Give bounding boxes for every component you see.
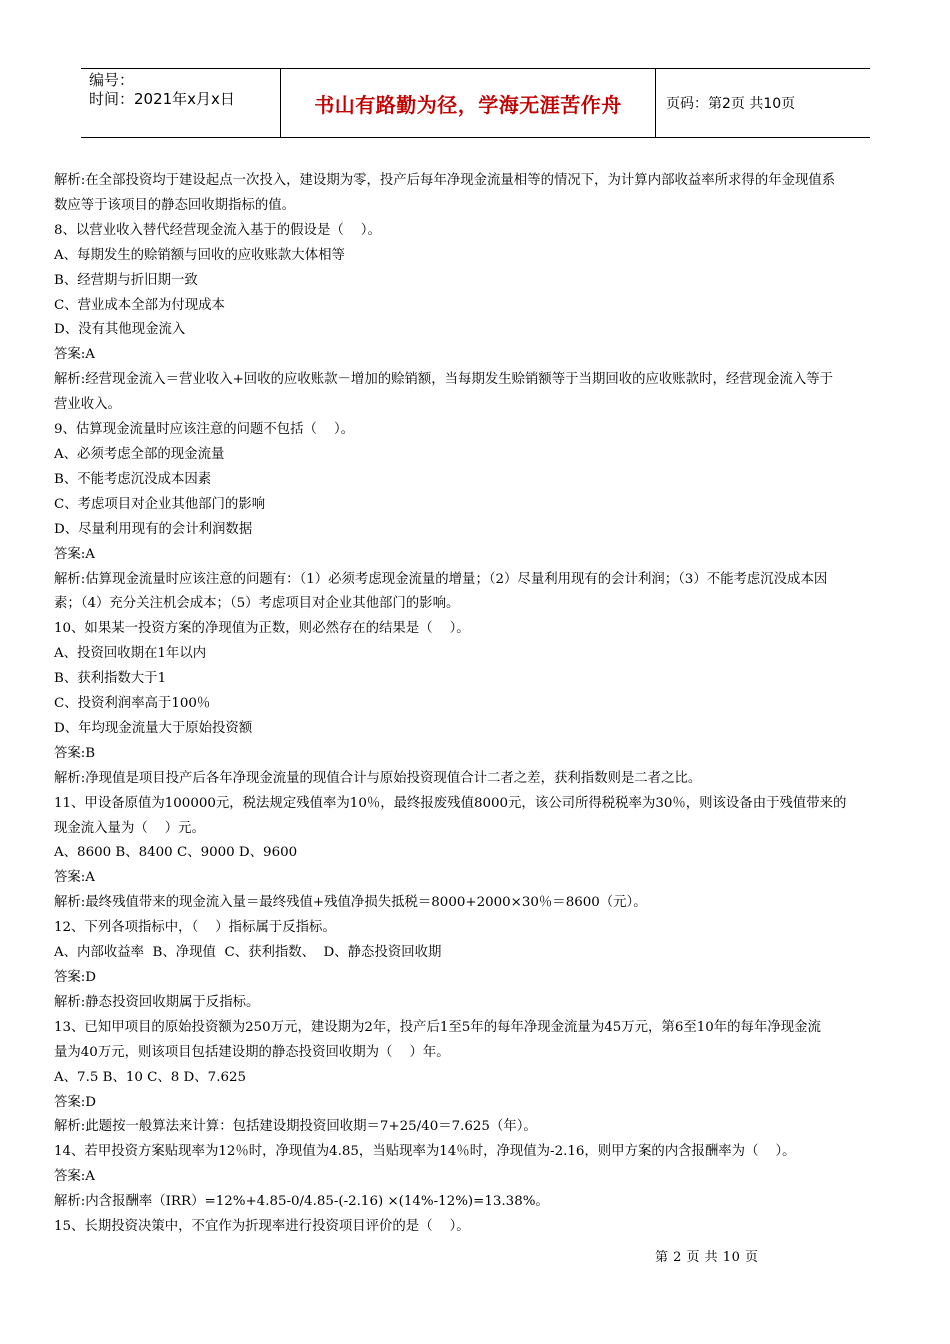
- text-line: A、每期发生的赊销额与回收的应收账款大体相等: [54, 247, 345, 263]
- text-line: 解析:在全部投资均于建设起点一次投入，建设期为零，投产后每年净现金流量相等的情况下，为计算内部收益率所求得的年金现值系: [54, 173, 836, 188]
- text-line: 答案:A: [54, 870, 95, 886]
- text-line: 答案:D: [54, 970, 97, 985]
- text-line: 解析:净现值是项目投产后各年净现金流量的现值合计与原始投资现值合计二者之差，获利指数则是二者之比。: [54, 770, 702, 786]
- text-line: 答案:A: [54, 347, 95, 363]
- text-line: 12、下列各项指标中，（ ）指标属于反指标。: [54, 920, 336, 936]
- text-line: 解析:静态投资回收期属于反指标。: [54, 994, 260, 1010]
- text-line: C、营业成本全部为付现成本: [54, 297, 225, 313]
- text-line: 13、已知甲项目的原始投资额为250万元，建设期为2年，投产后1至5年的每年净现金流量为45万元，第6至10年的每年净现金流: [54, 1019, 821, 1035]
- document-number-label: 编号：: [89, 71, 135, 89]
- text-line: 素；（4）充分关注机会成本；（5）考虑项目对企业其他部门的影响。: [54, 596, 460, 612]
- text-line: A、8600 B、8400 C、9000 D、9600: [54, 845, 298, 861]
- text-line: B、经营期与折旧期一致: [54, 272, 198, 288]
- text-line: 量为40万元，则该项目包括建设期的静态投资回收期为（ ）年。: [54, 1044, 450, 1060]
- text-line: D、没有其他现金流入: [54, 322, 186, 338]
- text-line: 8、以营业收入替代经营现金流入基于的假设是（ ）。: [54, 222, 381, 238]
- text-line: 解析:内含报酬率（IRR）=12%+4.85-0/4.85-(-2.16) ×(14%-12%)=13.38%。: [54, 1194, 549, 1210]
- header-page-number: 页码：第2页 共10页: [666, 96, 796, 112]
- text-line: 现金流入量为（ ）元。: [54, 820, 205, 836]
- text-line: B、不能考虑沉没成本因素: [54, 471, 212, 487]
- document-body: [54, 169, 900, 1240]
- text-line: C、考虑项目对企业其他部门的影响: [54, 496, 266, 512]
- text-line: 解析:此题按一般算法来计算：包括建设期投资回收期＝7+25/40＝7.625（年）。: [54, 1119, 537, 1135]
- header-motto: 书山有路勤为径，学海无涯苦作舟: [281, 69, 656, 137]
- text-line: D、尽量利用现有的会计利润数据: [54, 521, 253, 537]
- text-line: 10、如果某一投资方案的净现值为正数，则必然存在的结果是（ ）。: [54, 621, 470, 637]
- text-line: 15、长期投资决策中，不宜作为折现率进行投资项目评价的是（ ）。: [54, 1219, 470, 1235]
- text-line: B、获利指数大于1: [54, 671, 167, 687]
- text-line: 答案:D: [54, 1094, 97, 1110]
- text-line: A、投资回收期在1年以内: [54, 646, 207, 662]
- text-line: A、必须考虑全部的现金流量: [54, 446, 225, 462]
- text-line: 9、估算现金流量时应该注意的问题不包括（ ）。: [54, 422, 355, 438]
- header-table: [81, 68, 870, 138]
- text-line: C、投资利润率高于100％: [54, 696, 211, 712]
- text-line: 数应等于该项目的静态回收期指标的值。: [54, 197, 296, 213]
- text-line: D、年均现金流量大于原始投资额: [54, 720, 253, 736]
- text-line: 答案:B: [54, 745, 96, 761]
- page-footer: 第 2 页 共 10 页: [655, 1250, 759, 1265]
- text-line: A、7.5 B、10 C、8 D、7.625: [54, 1069, 247, 1085]
- text-line: A、内部收益率 B、净现值 C、获利指数、 D、静态投资回收期: [54, 945, 442, 961]
- text-line: 14、若甲投资方案贴现率为12％时，净现值为4.85，当贴现率为14％时，净现值为-2.16，则甲方案的内含报酬率为（ ）。: [54, 1144, 796, 1160]
- text-line: 解析:估算现金流量时应该注意的问题有：（1）必须考虑现金流量的增量；（2）尽量利用现有的会计利润；（3）不能考虑沉没成本因: [54, 571, 828, 587]
- text-line: 解析:经营现金流入＝营业收入+回收的应收账款－增加的赊销额，当每期发生赊销额等于当期回收的应收账款时，经营现金流入等于: [54, 372, 833, 388]
- text-line: 营业收入。: [54, 397, 121, 413]
- text-line: 11、甲设备原值为100000元，税法规定残值率为10％，最终报废残值8000元，该公司所得税税率为30％，则该设备由于残值带来的: [54, 795, 847, 811]
- text-line: 答案:A: [54, 1169, 95, 1185]
- document-date: 时间：2021年x月x日: [89, 90, 235, 108]
- text-line: 答案:A: [54, 546, 95, 562]
- header-left-cell: [81, 69, 281, 137]
- text-line: 解析:最终残值带来的现金流入量＝最终残值+残值净损失抵税＝8000+2000×30％＝8600（元）。: [54, 895, 647, 911]
